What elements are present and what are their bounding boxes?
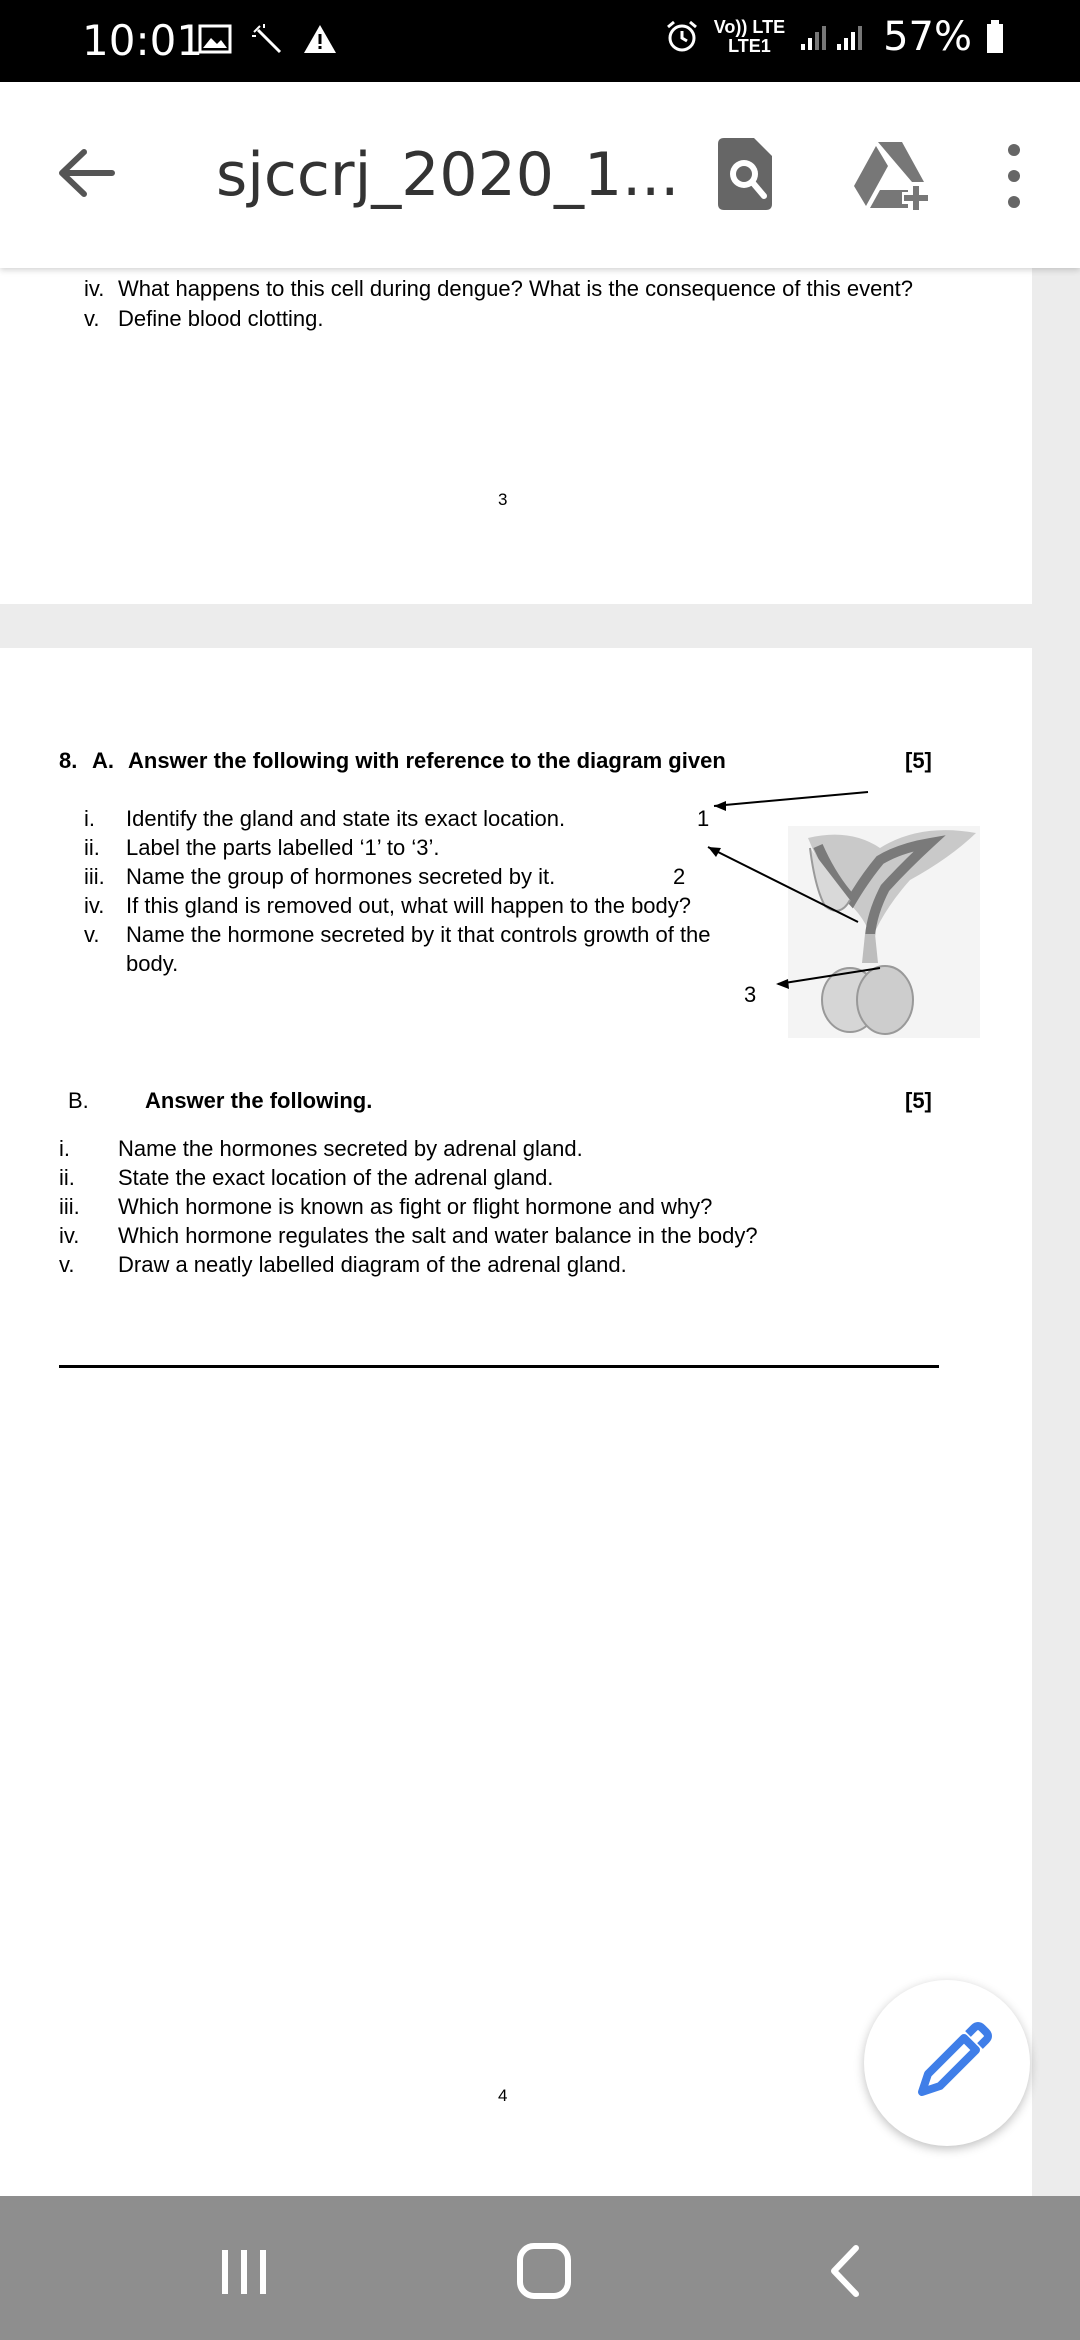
question-text-continued: body. (126, 951, 179, 976)
alarm-icon (664, 19, 700, 55)
list-number: i. (59, 1136, 70, 1161)
question-text: Identify the gland and state its exact location. (126, 806, 566, 831)
list-number: v. (59, 1252, 75, 1277)
navigation-bar (0, 2196, 1080, 2340)
list-number: ii. (59, 1165, 75, 1190)
status-bar (0, 0, 1080, 82)
find-in-page-icon[interactable] (712, 134, 778, 214)
recents-icon[interactable] (204, 2236, 284, 2306)
question-text: Label the parts labelled ‘1’ to ‘3’. (126, 835, 440, 860)
question-heading: Answer the following with reference to the diagram given (128, 748, 726, 773)
signal-icon (799, 22, 869, 52)
home-icon[interactable] (504, 2236, 584, 2306)
document-page-3 (0, 268, 1032, 604)
marks-label: [5] (905, 748, 932, 773)
question-text: What happens to this cell during dengue? What is the consequence of this event? (118, 276, 913, 301)
network-type: Vo)) LTE LTE1 (713, 17, 786, 56)
diagram-label-1: 1 (697, 806, 710, 831)
question-text: Which hormone regulates the salt and water balance in the body? (118, 1223, 758, 1248)
arrow-left-icon[interactable] (52, 138, 122, 208)
question-text: If this gland is removed out, what will happen to the body? (126, 893, 692, 918)
pencil-icon (864, 1980, 1030, 2146)
list-number: iii. (84, 864, 105, 889)
question-heading: Answer the following. (145, 1088, 373, 1113)
add-to-drive-icon[interactable] (850, 134, 930, 214)
page-number: 4 (498, 2086, 508, 2105)
document-title: sjccrj_2020_1... (216, 140, 680, 210)
diagram-label-2: 2 (673, 864, 686, 889)
question-text: State the exact location of the adrenal gland. (118, 1165, 554, 1190)
edit-button[interactable] (864, 1980, 1030, 2146)
list-number: v. (84, 922, 100, 947)
document-page-4 (0, 648, 1032, 2196)
question-part: A. (92, 748, 114, 773)
more-vert-icon[interactable] (1002, 136, 1026, 216)
gallery-notification-icon (198, 24, 232, 54)
question-text: Which hormone is known as fight or flight hormone and why? (118, 1194, 713, 1219)
back-chevron-icon[interactable] (806, 2236, 886, 2306)
question-part: B. (68, 1088, 89, 1113)
question-text: Draw a neatly labelled diagram of the adrenal gland. (118, 1252, 627, 1277)
list-number: v. (84, 306, 100, 331)
list-number: ii. (84, 835, 100, 860)
question-text: Name the group of hormones secreted by it. (126, 864, 556, 889)
magic-wand-icon (250, 22, 284, 56)
list-number: iv. (84, 893, 105, 918)
question-text: Define blood clotting. (118, 306, 324, 331)
list-number: iv. (84, 276, 105, 301)
list-number: iii. (59, 1194, 80, 1219)
marks-label: [5] (905, 1088, 932, 1113)
status-time: 10:01 (82, 16, 204, 65)
question-number: 8. (59, 748, 78, 773)
warning-icon (302, 23, 338, 55)
battery-icon (986, 20, 1004, 54)
page-number: 3 (498, 490, 508, 509)
question-text: Name the hormone secreted by it that controls growth of the (126, 922, 711, 947)
question-text: Name the hormones secreted by adrenal gland. (118, 1136, 583, 1161)
list-number: iv. (59, 1223, 80, 1248)
diagram-label-3: 3 (744, 982, 757, 1007)
app-bar (0, 82, 1080, 268)
section-divider (59, 1365, 939, 1368)
battery-percent: 57% (883, 14, 972, 60)
list-number: i. (84, 806, 95, 831)
